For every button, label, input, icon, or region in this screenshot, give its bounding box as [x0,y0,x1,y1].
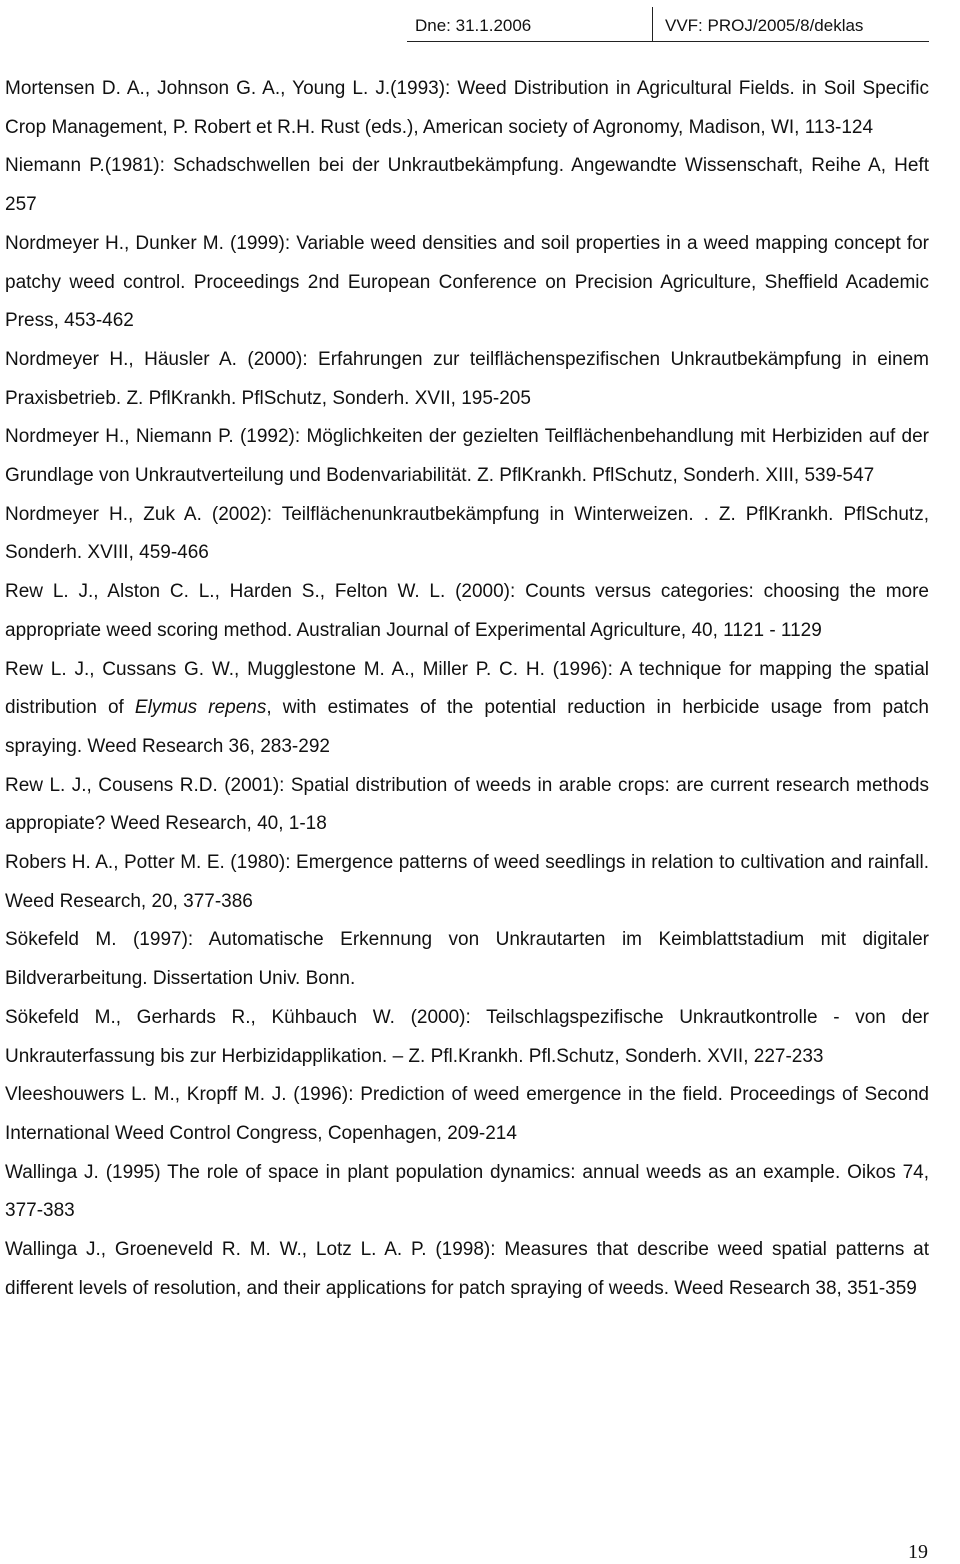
reference-vleeshouwers: Vleeshouwers L. M., Kropff M. J. (1996): Prediction of weed emergence in the field. Proceedings of Second International Weed Control Congress, Copenhagen, 209-214 [5,1084,929,1144]
reference-robers: Robers H. A., Potter M. E. (1980): Emergence patterns of weed seedlings in relation to cultivation and rainfall. Weed Research, 20, 377-386 [5,852,929,912]
reference-wallinga-1998: Wallinga J., Groeneveld R. M. W., Lotz L. A. P. (1998): Measures that describe weed spatial patterns at different levels of resolution, and their applications for patch spraying of weeds. Weed Research 38, 351-359 [5,1239,929,1299]
page-number: 19 [908,1541,928,1563]
page-header [407,7,929,42]
reference-sokefeld-2000: Sökefeld M., Gerhards R., Kühbauch W. (2000): Teilschlagspezifische Unkrautkontrolle - von der Unkrauterfassung bis zur Herbizidapplikation. – Z. Pfl.Krankh. Pfl.Schutz, Sonderh. XVII, 227-233 [5,1006,929,1067]
reference-wallinga-1995: Wallinga J. (1995) The role of space in plant population dynamics: annual weeds as an example. Oikos 74, 377-383 [5,1161,929,1222]
reference-nordmeyer-dunker: Nordmeyer H., Dunker M. (1999): Variable weed densities and soil properties in a weed mapping concept for patchy weed control. Proceedings 2nd European Conference on Precision Agriculture, Sheffield Academic Press, 453-462 [5,232,929,332]
reference-nordmeyer-hausler: Nordmeyer H., Häusler A. (2000): Erfahrungen zur teilflächenspezifischen Unkrautbekämpfung in einem Praxisbetrieb. Z. PflKrankh. PflSchutz, Sonderh. XVII, 195-205 [5,348,929,409]
header-reference: VVF: PROJ/2005/8/deklas [665,16,864,35]
reference-niemann: Niemann P.(1981): Schadschwellen bei der Unkrautbekämpfung. Angewandte Wissenschaft, Reihe A, Heft 257 [5,155,929,216]
reference-rew-cussans-after: , with estimates of the potential reduction in herbicide usage from patch spraying. Weed Research 36, 283-292 [5,697,929,757]
reference-rew-cussans [5,651,929,767]
reference-rew-cussans-species: Elymus repens [134,697,267,719]
reference-nordmeyer-zuk: Nordmeyer H., Zuk A. (2002): Teilflächenunkrautbekämpfung in Winterweizen. . Z. PflKrankh. PflSchutz, Sonderh. XVIII, 459-466 [5,503,929,564]
reference-rew-alston: Rew L. J., Alston C. L., Harden S., Felton W. L. (2000): Counts versus categories: choosing the more appropriate weed scoring method. Australian Journal of Experimental Agriculture, 40, 1121 - 1129 [5,581,929,641]
reference-rew-cussans-before: Rew L. J., Cussans G. W., Mugglestone M. A., Miller P. C. H. (1996): A technique for mapping the spatial distribution of [5,658,929,719]
reference-list [5,70,929,1309]
reference-nordmeyer-niemann: Nordmeyer H., Niemann P. (1992): Möglichkeiten der gezielten Teilflächenbehandlung mit Herbiziden auf der Grundlage von Unkrautverteilung und Bodenvariabilität. Z. PflKrankh. PflSchutz, Sonderh. XIII, 539-547 [5,426,929,487]
reference-rew-cousens: Rew L. J., Cousens R.D. (2001): Spatial distribution of weeds in arable crops: are current research methods appropiate? Weed Research, 40, 1-18 [5,774,929,835]
header-date: Dne: 31.1.2006 [407,7,653,41]
reference-sokefeld-1997: Sökefeld M. (1997): Automatische Erkennung von Unkrautarten im Keimblattstadium mit digitaler Bildverarbeitung. Dissertation Univ. Bonn. [5,929,929,990]
reference-mortensen: Mortensen D. A., Johnson G. A., Young L. J.(1993): Weed Distribution in Agricultural Fields. in Soil Specific Crop Management, P. Robert et R.H. Rust (eds.), American society of Agronomy, Madison, WI, 113-124 [5,78,929,138]
